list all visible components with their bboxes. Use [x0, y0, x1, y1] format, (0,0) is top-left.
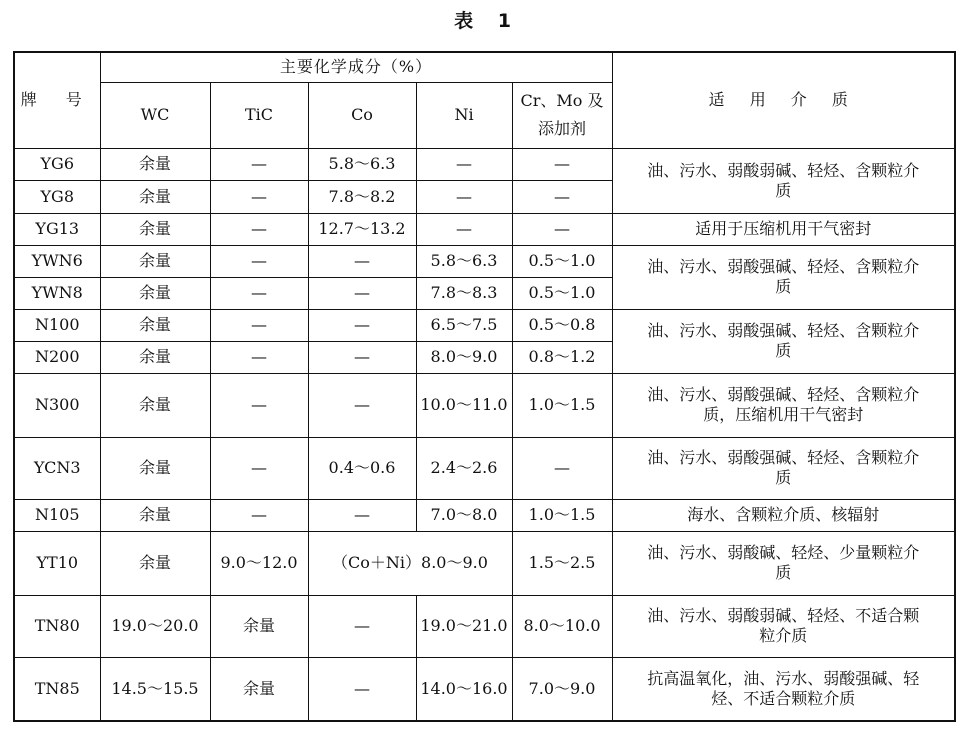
cell-wc: 余量	[100, 373, 210, 437]
medium-line2: 粒介质	[759, 626, 808, 645]
cell-grade: YT10	[14, 531, 100, 595]
cell-medium	[612, 499, 955, 531]
medium-line2: 质，压缩机用干气密封	[703, 405, 864, 424]
header-grade: 牌 号	[14, 52, 100, 148]
cell-co: 12.7～13.2	[308, 213, 416, 245]
cell-cr: —	[512, 180, 612, 213]
cell-co: 7.8～8.2	[308, 180, 416, 213]
medium-line2: 烃、不适合颗粒介质	[711, 688, 856, 708]
cell-cr: 1.0～1.5	[512, 499, 612, 531]
cell-grade: N300	[14, 373, 100, 437]
cell-grade: TN80	[14, 595, 100, 657]
cell-ni: 19.0～21.0	[416, 595, 512, 657]
cell-medium	[612, 309, 955, 373]
cell-tic: —	[210, 213, 308, 245]
cell-co: —	[308, 245, 416, 277]
medium-line2: 质	[775, 468, 792, 487]
cell-co: —	[308, 595, 416, 657]
medium-line2: 质	[775, 277, 792, 296]
cell-grade: YG6	[14, 148, 100, 180]
header-cr-line1: Cr、Mo 及	[520, 91, 604, 110]
header-tic: TiC	[210, 82, 308, 148]
header-cr-line2: 添加剂	[537, 119, 586, 138]
header-main-composition: 主要化学成分（%）	[100, 52, 612, 82]
cell-cr: 0.5～0.8	[512, 309, 612, 341]
medium-line2: 质	[775, 180, 792, 200]
table-row	[14, 657, 955, 721]
cell-tic: 9.0～12.0	[210, 531, 308, 595]
medium-line1: 油、污水、弱酸强碱、轻烃、含颗粒介	[647, 385, 920, 404]
medium-line1: 海水、含颗粒介质、核辐射	[687, 505, 880, 524]
cell-wc: 余量	[100, 213, 210, 245]
cell-tic: —	[210, 437, 308, 499]
cell-grade: YCN3	[14, 437, 100, 499]
cell-ni: 8.0～9.0	[416, 341, 512, 373]
medium-line1: 油、污水、弱酸弱碱、轻烃、不适合颗	[647, 606, 920, 625]
cell-wc: 余量	[100, 309, 210, 341]
cell-grade: N100	[14, 309, 100, 341]
cell-ni: —	[416, 180, 512, 213]
cell-tic: —	[210, 341, 308, 373]
table-row	[14, 148, 955, 180]
cell-medium	[612, 657, 955, 721]
cell-cr: —	[512, 213, 612, 245]
cell-co: 5.8～6.3	[308, 148, 416, 180]
cell-medium	[612, 531, 955, 595]
cell-tic: —	[210, 373, 308, 437]
cell-wc: 19.0～20.0	[100, 595, 210, 657]
cell-tic: —	[210, 309, 308, 341]
cell-cr: —	[512, 437, 612, 499]
table-row	[14, 499, 955, 531]
cell-grade: YWN8	[14, 277, 100, 309]
cell-medium	[612, 373, 955, 437]
cell-medium	[612, 595, 955, 657]
cell-ni: 14.0～16.0	[416, 657, 512, 721]
cell-ni: 6.5～7.5	[416, 309, 512, 341]
header-medium: 适 用 介 质	[612, 52, 955, 148]
cell-grade: YWN6	[14, 245, 100, 277]
cell-wc: 余量	[100, 180, 210, 213]
cell-wc: 余量	[100, 531, 210, 595]
cell-wc: 余量	[100, 277, 210, 309]
cell-cr: —	[512, 148, 612, 180]
table-row	[14, 531, 955, 595]
cell-tic: —	[210, 499, 308, 531]
cell-medium	[612, 148, 955, 213]
cell-wc: 余量	[100, 499, 210, 531]
cell-grade: YG8	[14, 180, 100, 213]
cell-ni: 10.0～11.0	[416, 373, 512, 437]
cell-cr: 8.0～10.0	[512, 595, 612, 657]
cell-ni: —	[416, 213, 512, 245]
cell-medium	[612, 437, 955, 499]
cell-co: —	[308, 277, 416, 309]
cell-tic: 余量	[210, 657, 308, 721]
cell-wc: 余量	[100, 148, 210, 180]
cell-cr: 1.5～2.5	[512, 531, 612, 595]
table-row	[14, 373, 955, 437]
medium-line1: 油、污水、弱酸强碱、轻烃、含颗粒介	[647, 257, 920, 276]
composition-table	[13, 51, 956, 722]
medium-line1: 适用于压缩机用干气密封	[695, 219, 872, 238]
medium-line2: 质	[775, 563, 792, 582]
header-co: Co	[308, 82, 416, 148]
cell-ni: 2.4～2.6	[416, 437, 512, 499]
cell-wc: 余量	[100, 245, 210, 277]
cell-ni: 5.8～6.3	[416, 245, 512, 277]
medium-line1: 抗高温氧化，油、污水、弱酸强碱、轻	[647, 668, 920, 688]
table-row	[14, 437, 955, 499]
cell-grade: TN85	[14, 657, 100, 721]
cell-wc: 余量	[100, 341, 210, 373]
header-row-1	[14, 52, 955, 82]
cell-grade: N200	[14, 341, 100, 373]
medium-line1: 油、污水、弱酸强碱、轻烃、含颗粒介	[647, 321, 920, 340]
cell-co: 0.4～0.6	[308, 437, 416, 499]
cell-cr: 0.8～1.2	[512, 341, 612, 373]
cell-cr: 0.5～1.0	[512, 277, 612, 309]
cell-cr: 0.5～1.0	[512, 245, 612, 277]
table-title: 表 1	[454, 10, 513, 32]
cell-co: —	[308, 309, 416, 341]
cell-grade: N105	[14, 499, 100, 531]
cell-wc: 14.5～15.5	[100, 657, 210, 721]
medium-line1: 油、污水、弱酸碱、轻烃、少量颗粒介	[647, 543, 920, 562]
cell-tic: —	[210, 148, 308, 180]
cell-tic: —	[210, 180, 308, 213]
cell-grade: YG13	[14, 213, 100, 245]
cell-ni: 7.8～8.3	[416, 277, 512, 309]
header-cr-mo	[512, 82, 612, 148]
cell-tic: —	[210, 245, 308, 277]
cell-co: —	[308, 341, 416, 373]
table-row	[14, 595, 955, 657]
cell-co-ni-combined: （Co＋Ni）8.0～9.0	[308, 531, 512, 595]
table-row	[14, 213, 955, 245]
cell-co: —	[308, 373, 416, 437]
cell-medium	[612, 213, 955, 245]
table-row	[14, 245, 955, 277]
cell-medium	[612, 245, 955, 309]
medium-line1: 油、污水、弱酸强碱、轻烃、含颗粒介	[647, 448, 920, 467]
medium-line1: 油、污水、弱酸弱碱、轻烃、含颗粒介	[647, 160, 920, 180]
cell-tic: —	[210, 277, 308, 309]
header-ni: Ni	[416, 82, 512, 148]
cell-ni: 7.0～8.0	[416, 499, 512, 531]
table-row	[14, 309, 955, 341]
cell-cr: 1.0～1.5	[512, 373, 612, 437]
cell-co: —	[308, 657, 416, 721]
cell-tic: 余量	[210, 595, 308, 657]
header-wc: WC	[100, 82, 210, 148]
cell-wc: 余量	[100, 437, 210, 499]
cell-ni: —	[416, 148, 512, 180]
cell-cr: 7.0～9.0	[512, 657, 612, 721]
medium-line2: 质	[775, 341, 792, 360]
cell-co: —	[308, 499, 416, 531]
